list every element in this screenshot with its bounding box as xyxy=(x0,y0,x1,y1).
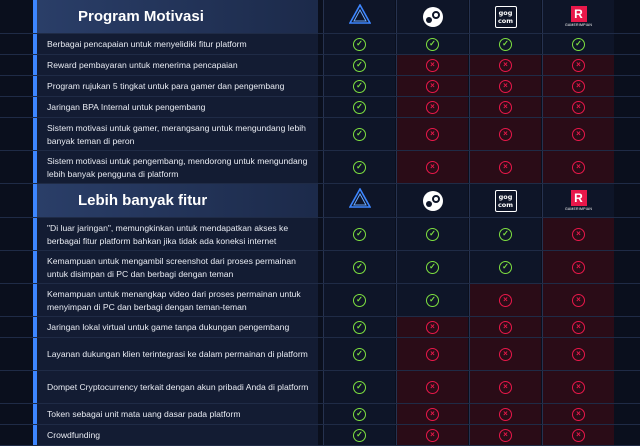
check-icon: ✓ xyxy=(353,261,366,274)
supported-cell xyxy=(323,55,395,75)
unsupported-cell xyxy=(396,55,468,75)
check-icon: ✓ xyxy=(353,128,366,141)
unsupported-cell xyxy=(542,151,614,183)
supported-cell xyxy=(323,251,395,283)
feature-label: Sistem motivasi untuk gamer, merangsang untuk mengundang lebih banyak teman di peron xyxy=(33,118,318,150)
feature-label: Token sebagai unit mata uang dasar pada platform xyxy=(33,404,318,424)
gog-logo xyxy=(495,6,517,28)
table-row xyxy=(0,251,640,284)
supported-cell xyxy=(323,76,395,96)
section-title: Program Motivasi xyxy=(33,0,318,33)
table-row xyxy=(0,317,640,338)
cross-icon: × xyxy=(572,321,585,334)
unsupported-cell xyxy=(396,404,468,424)
unsupported-cell xyxy=(469,425,541,445)
supported-cell xyxy=(323,97,395,117)
unsupported-cell xyxy=(469,338,541,370)
cross-icon: × xyxy=(572,408,585,421)
unsupported-cell xyxy=(542,317,614,337)
cross-icon: × xyxy=(426,321,439,334)
table-row xyxy=(0,151,640,184)
platform-header-cell xyxy=(396,184,468,217)
unsupported-cell xyxy=(396,371,468,403)
unsupported-cell xyxy=(396,97,468,117)
gog-text-bottom: com xyxy=(497,200,514,209)
cross-icon: × xyxy=(426,101,439,114)
cross-icon: × xyxy=(572,261,585,274)
unsupported-cell xyxy=(542,404,614,424)
platform-header-cell xyxy=(396,0,468,33)
unsupported-cell xyxy=(469,371,541,403)
delta-logo xyxy=(349,4,371,29)
check-icon: ✓ xyxy=(499,261,512,274)
supported-cell xyxy=(323,404,395,424)
feature-label: Jaringan BPA Internal untuk pengembang xyxy=(33,97,318,117)
cross-icon: × xyxy=(572,429,585,442)
cross-icon: × xyxy=(426,348,439,361)
check-icon: ✓ xyxy=(572,38,585,51)
supported-cell xyxy=(323,284,395,316)
cross-icon: × xyxy=(572,59,585,72)
rk-letter: R xyxy=(571,190,587,206)
supported-cell xyxy=(396,34,468,54)
feature-label: Kemampuan untuk menangkap video dari proses permainan untuk menyimpan di PC dan berbagi dengan teman-teman xyxy=(33,284,318,316)
cross-icon: × xyxy=(499,128,512,141)
check-icon: ✓ xyxy=(353,161,366,174)
table-row xyxy=(0,97,640,118)
platform-header-cell xyxy=(469,0,541,33)
unsupported-cell xyxy=(396,317,468,337)
table-row xyxy=(0,404,640,425)
rk-letter: R xyxy=(571,6,587,22)
feature-label: Berbagai pencapaian untuk menyelidiki fitur platform xyxy=(33,34,318,54)
unsupported-cell xyxy=(542,425,614,445)
table-row xyxy=(0,118,640,151)
unsupported-cell xyxy=(396,338,468,370)
platform-header-cell xyxy=(323,184,395,217)
unsupported-cell xyxy=(542,338,614,370)
unsupported-cell xyxy=(396,76,468,96)
gog-text-top: gog xyxy=(498,8,513,17)
table-row xyxy=(0,34,640,55)
unsupported-cell xyxy=(396,118,468,150)
unsupported-cell xyxy=(469,284,541,316)
cross-icon: × xyxy=(499,348,512,361)
unsupported-cell xyxy=(396,151,468,183)
cross-icon: × xyxy=(572,228,585,241)
check-icon: ✓ xyxy=(353,294,366,307)
supported-cell xyxy=(323,118,395,150)
check-icon: ✓ xyxy=(353,228,366,241)
check-icon: ✓ xyxy=(499,38,512,51)
platform-header-cell xyxy=(542,0,614,33)
cross-icon: × xyxy=(572,128,585,141)
cross-icon: × xyxy=(426,59,439,72)
gog-logo xyxy=(495,190,517,212)
feature-label: Kemampuan untuk mengambil screenshot dari proses permainan untuk disimpan di PC dan berbagi dengan teman xyxy=(33,251,318,283)
check-icon: ✓ xyxy=(353,59,366,72)
supported-cell xyxy=(323,371,395,403)
check-icon: ✓ xyxy=(353,381,366,394)
check-icon: ✓ xyxy=(426,38,439,51)
check-icon: ✓ xyxy=(353,408,366,421)
cross-icon: × xyxy=(499,381,512,394)
steam-logo xyxy=(423,7,443,27)
unsupported-cell xyxy=(469,76,541,96)
platform-header-cell xyxy=(542,184,614,217)
unsupported-cell xyxy=(469,317,541,337)
rk-logo xyxy=(564,190,593,212)
unsupported-cell xyxy=(396,425,468,445)
gog-text-bottom: com xyxy=(497,16,514,25)
platform-header-cell xyxy=(323,0,395,33)
supported-cell xyxy=(323,218,395,250)
table-row xyxy=(0,55,640,76)
cross-icon: × xyxy=(499,294,512,307)
check-icon: ✓ xyxy=(353,429,366,442)
table-row xyxy=(0,338,640,371)
steam-logo xyxy=(423,191,443,211)
check-icon: ✓ xyxy=(353,348,366,361)
unsupported-cell xyxy=(542,251,614,283)
rk-logo xyxy=(564,6,593,28)
supported-cell xyxy=(323,338,395,370)
rk-caption: GAMERIMPIAN xyxy=(564,206,593,211)
feature-label: Dompet Cryptocurrency terkait dengan akun pribadi Anda di platform xyxy=(33,371,318,403)
cross-icon: × xyxy=(426,80,439,93)
cross-icon: × xyxy=(572,101,585,114)
unsupported-cell xyxy=(542,97,614,117)
section-title: Lebih banyak fitur xyxy=(33,184,318,217)
cross-icon: × xyxy=(426,161,439,174)
cross-icon: × xyxy=(572,294,585,307)
cross-icon: × xyxy=(572,348,585,361)
table-row xyxy=(0,218,640,251)
unsupported-cell xyxy=(542,118,614,150)
cross-icon: × xyxy=(499,321,512,334)
rk-caption: GAMERIMPIAN xyxy=(564,22,593,27)
cross-icon: × xyxy=(499,80,512,93)
check-icon: ✓ xyxy=(426,228,439,241)
supported-cell xyxy=(469,251,541,283)
unsupported-cell xyxy=(469,97,541,117)
supported-cell xyxy=(323,151,395,183)
cross-icon: × xyxy=(426,128,439,141)
check-icon: ✓ xyxy=(353,321,366,334)
table-row xyxy=(0,371,640,404)
platform-header-cell xyxy=(469,184,541,217)
feature-label: "Di luar jaringan", memungkinkan untuk mendapatkan akses ke berbagai fitur platform bahkan jika tidak ada koneksi internet xyxy=(33,218,318,250)
cross-icon: × xyxy=(426,381,439,394)
unsupported-cell xyxy=(542,76,614,96)
cross-icon: × xyxy=(426,429,439,442)
cross-icon: × xyxy=(572,381,585,394)
supported-cell xyxy=(396,251,468,283)
cross-icon: × xyxy=(426,408,439,421)
cross-icon: × xyxy=(499,429,512,442)
supported-cell xyxy=(396,284,468,316)
supported-cell xyxy=(323,425,395,445)
feature-label: Crowdfunding xyxy=(33,425,318,445)
check-icon: ✓ xyxy=(426,261,439,274)
supported-cell xyxy=(542,34,614,54)
table-row xyxy=(0,425,640,446)
supported-cell xyxy=(396,218,468,250)
cross-icon: × xyxy=(499,408,512,421)
unsupported-cell xyxy=(542,218,614,250)
section-header xyxy=(0,0,640,34)
table-row xyxy=(0,76,640,97)
cross-icon: × xyxy=(572,80,585,93)
check-icon: ✓ xyxy=(353,80,366,93)
feature-label: Sistem motivasi untuk pengembang, mendorong untuk mengundang lebih banyak pengguna di platform xyxy=(33,151,318,183)
feature-label: Reward pembayaran untuk menerima pencapaian xyxy=(33,55,318,75)
delta-logo xyxy=(349,188,371,213)
check-icon: ✓ xyxy=(353,101,366,114)
unsupported-cell xyxy=(469,55,541,75)
check-icon: ✓ xyxy=(353,38,366,51)
unsupported-cell xyxy=(542,55,614,75)
feature-label: Layanan dukungan klien terintegrasi ke dalam permainan di platform xyxy=(33,338,318,370)
cross-icon: × xyxy=(572,161,585,174)
gog-text-top: gog xyxy=(498,192,513,201)
supported-cell xyxy=(469,218,541,250)
feature-label: Program rujukan 5 tingkat untuk para gamer dan pengembang xyxy=(33,76,318,96)
check-icon: ✓ xyxy=(499,228,512,241)
check-icon: ✓ xyxy=(426,294,439,307)
section-header xyxy=(0,184,640,218)
unsupported-cell xyxy=(542,371,614,403)
table-row xyxy=(0,284,640,317)
unsupported-cell xyxy=(469,404,541,424)
unsupported-cell xyxy=(469,151,541,183)
unsupported-cell xyxy=(469,118,541,150)
supported-cell xyxy=(469,34,541,54)
cross-icon: × xyxy=(499,161,512,174)
supported-cell xyxy=(323,34,395,54)
supported-cell xyxy=(323,317,395,337)
cross-icon: × xyxy=(499,101,512,114)
cross-icon: × xyxy=(499,59,512,72)
unsupported-cell xyxy=(542,284,614,316)
feature-label: Jaringan lokal virtual untuk game tanpa dukungan pengembang xyxy=(33,317,318,337)
